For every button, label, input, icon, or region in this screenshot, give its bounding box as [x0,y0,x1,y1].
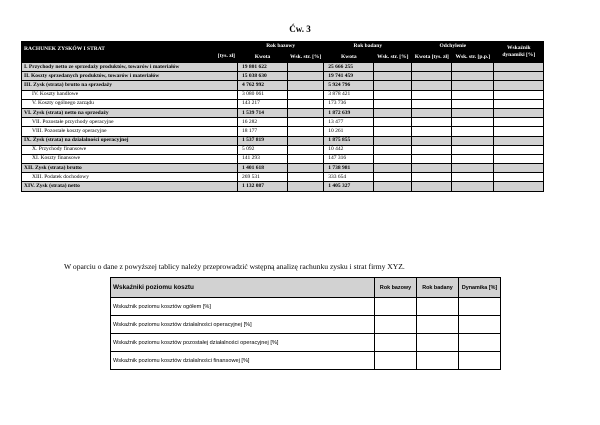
table-row [22,182,544,191]
row-label: II. Koszty sprzedanych produktów, towarów i materiałów [22,72,238,81]
study-year-header: Rok badany [417,278,459,298]
dynamics-index-cell[interactable] [494,136,544,145]
base-structure-cell[interactable] [288,182,324,191]
table-header-row [22,42,544,53]
base-amount-header: Kwota [238,52,288,63]
row-label: XIV. Zysk (strata) netto [22,182,238,191]
base-structure-cell[interactable] [288,81,324,90]
deviation-amount-cell[interactable] [412,173,452,182]
study-structure-cell[interactable] [374,118,412,127]
deviation-amount-cell[interactable] [412,81,452,90]
row-label: VIII. Pozostałe koszty operacyjne [22,127,238,136]
deviation-amount-cell[interactable] [412,63,452,72]
deviation-amount-cell[interactable] [412,164,452,173]
deviation-structure-cell[interactable] [452,127,494,136]
row-label: IV. Koszty handlowe [22,90,238,99]
study-amount-cell: 173 736 [324,99,374,108]
base-structure-cell[interactable] [288,63,324,72]
table-row [22,90,544,99]
base-amount-cell: 1 132 087 [238,182,288,191]
base-structure-cell[interactable] [288,136,324,145]
deviation-structure-cell[interactable] [452,90,494,99]
deviation-amount-cell[interactable] [412,90,452,99]
study-amount-cell: 147 316 [324,154,374,163]
table-row [22,63,544,72]
study-amount-cell: 1 872 639 [324,108,374,117]
deviation-structure-cell[interactable] [452,81,494,90]
dynamics-cell[interactable] [459,316,501,334]
indicators-header: Wskaźniki poziomu kosztu [111,278,375,298]
dynamics-index-cell[interactable] [494,173,544,182]
study-amount-cell: 10 442 [324,145,374,154]
table-row [111,334,501,352]
deviation-header: Odchylenie [412,42,494,53]
deviation-amount-cell[interactable] [412,136,452,145]
statement-title: RACHUNEK ZYSKÓW I STRAT [24,46,105,52]
dynamics-cell[interactable] [459,352,501,370]
dynamics-index-cell[interactable] [494,99,544,108]
row-label: III. Zysk (strata) brutto na sprzedaży [22,81,238,90]
deviation-structure-cell[interactable] [452,108,494,117]
base-amount-cell: 269 531 [238,173,288,182]
base-amount-cell: 141 293 [238,154,288,163]
row-label: X. Przychody finansowe [22,145,238,154]
dynamics-header: Dynamika [%] [459,278,501,298]
row-label: I. Przychody netto ze sprzedaży produktów, towarów i materiałów [22,63,238,72]
study-amount-cell: 10 261 [324,127,374,136]
deviation-structure-cell[interactable] [452,118,494,127]
exercise-title: Ćw. 3 [289,24,311,34]
table-row [22,81,544,90]
study-year-cell[interactable] [417,316,459,334]
study-structure-cell[interactable] [374,145,412,154]
deviation-amount-cell[interactable] [412,127,452,136]
table-row [22,118,544,127]
base-structure-cell[interactable] [288,145,324,154]
row-label: VII. Pozostałe przychody operacyjne [22,118,238,127]
study-amount-cell: 1 875 855 [324,136,374,145]
base-structure-cell[interactable] [288,127,324,136]
base-amount-cell: 4 762 992 [238,81,288,90]
base-year-header: Rok bazowy [238,42,324,53]
study-year-header: Rok badany [324,42,412,53]
study-structure-cell[interactable] [374,182,412,191]
study-structure-cell[interactable] [374,63,412,72]
dynamics-index-cell[interactable] [494,63,544,72]
base-structure-header: Wsk. str. [%] [288,52,324,63]
study-structure-cell[interactable] [374,127,412,136]
deviation-amount-header: Kwota [tys. zł] [412,52,452,63]
study-structure-header: Wsk. str. [%] [374,52,412,63]
dynamics-index-cell[interactable] [494,90,544,99]
table-row [22,164,544,173]
base-amount-cell: 5 092 [238,145,288,154]
table-row [22,99,544,108]
deviation-amount-cell[interactable] [412,145,452,154]
deviation-amount-cell[interactable] [412,99,452,108]
study-structure-cell[interactable] [374,72,412,81]
dynamics-index-cell[interactable] [494,182,544,191]
deviation-structure-cell[interactable] [452,99,494,108]
deviation-structure-cell[interactable] [452,182,494,191]
table-header-row [111,278,501,298]
unit-label: [tys. zł] [217,53,235,59]
table-row [111,298,501,316]
deviation-amount-cell[interactable] [412,108,452,117]
deviation-amount-cell[interactable] [412,118,452,127]
study-amount-cell: 333 654 [324,173,374,182]
base-year-header: Rok bazowy [375,278,417,298]
base-structure-cell[interactable] [288,173,324,182]
base-amount-cell: 143 217 [238,99,288,108]
deviation-amount-cell[interactable] [412,182,452,191]
study-structure-cell[interactable] [374,108,412,117]
study-structure-cell[interactable] [374,173,412,182]
study-amount-cell: 3 878 421 [324,90,374,99]
deviation-structure-cell[interactable] [452,63,494,72]
base-amount-cell: 19 801 622 [238,63,288,72]
indicator-label: Wskaźnik poziomu kosztów pozostałej działalności operacyjnej [%] [111,334,375,352]
table-row [111,352,501,370]
dynamics-cell[interactable] [459,298,501,316]
study-amount-cell: 25 666 255 [324,63,374,72]
base-amount-cell: 1 537 819 [238,136,288,145]
base-year-cell[interactable] [375,352,417,370]
dynamics-index-header: Wskaźnik dynamiki [%] [494,42,544,63]
base-amount-cell: 18 177 [238,127,288,136]
instruction-paragraph: W oparciu o dane z powyższej tablicy należy przeprowadzić wstępną analizę rachunku zysku i strat firmy XYZ. [64,262,405,271]
base-structure-cell[interactable] [288,99,324,108]
dynamics-index-cell[interactable] [494,145,544,154]
dynamics-index-cell[interactable] [494,154,544,163]
study-structure-cell[interactable] [374,99,412,108]
dynamics-index-cell[interactable] [494,164,544,173]
study-structure-cell[interactable] [374,154,412,163]
dynamics-index-cell[interactable] [494,118,544,127]
study-amount-cell: 13 477 [324,118,374,127]
deviation-structure-cell[interactable] [452,173,494,182]
table-row [111,316,501,334]
header-cell [22,42,238,63]
base-structure-cell[interactable] [288,72,324,81]
deviation-structure-cell[interactable] [452,136,494,145]
table-row [22,145,544,154]
base-amount-cell: 16 282 [238,118,288,127]
row-label: XII. Zysk (strata) brutto [22,164,238,173]
row-label: XIII. Podatek dochodowy [22,173,238,182]
base-structure-cell[interactable] [288,164,324,173]
row-label: IX. Zysk (strata) na działalności operacyjnej [22,136,238,145]
base-amount-cell: 15 038 630 [238,72,288,81]
dynamics-index-cell[interactable] [494,81,544,90]
base-amount-cell: 1 401 618 [238,164,288,173]
base-amount-cell: 3 080 061 [238,90,288,99]
base-amount-cell: 1 539 714 [238,108,288,117]
dynamics-index-cell[interactable] [494,127,544,136]
study-amount-cell: 5 924 796 [324,81,374,90]
base-structure-cell[interactable] [288,118,324,127]
study-amount-cell: 19 741 459 [324,72,374,81]
dynamics-index-cell[interactable] [494,108,544,117]
base-structure-cell[interactable] [288,154,324,163]
indicator-label: Wskaźnik poziomu kosztów działalności finansowej [%] [111,352,375,370]
row-label: VI. Zysk (strata) netto na sprzedaży [22,108,238,117]
study-structure-cell[interactable] [374,81,412,90]
deviation-structure-header: Wsk. str. [p.p.] [452,52,494,63]
study-amount-cell: 1 738 981 [324,164,374,173]
deviation-amount-cell[interactable] [412,72,452,81]
table-row [22,136,544,145]
table-row [22,127,544,136]
dynamics-index-cell[interactable] [494,72,544,81]
deviation-structure-cell[interactable] [452,164,494,173]
row-label: V. Koszty ogólnego zarządu [22,99,238,108]
dynamics-cell[interactable] [459,334,501,352]
cost-level-indicators-table [110,277,501,370]
base-year-cell[interactable] [375,316,417,334]
deviation-amount-cell[interactable] [412,154,452,163]
deviation-structure-cell[interactable] [452,145,494,154]
income-statement-table [21,41,544,192]
row-label: XI. Koszty finansowe [22,154,238,163]
base-year-cell[interactable] [375,334,417,352]
indicator-label: Wskaźnik poziomu kosztów ogółem [%] [111,298,375,316]
indicator-label: Wskaźnik poziomu kosztów działalności operacyjnej [%] [111,316,375,334]
table-row [22,154,544,163]
study-year-cell[interactable] [417,334,459,352]
study-amount-header: Kwota [324,52,374,63]
study-structure-cell[interactable] [374,164,412,173]
table-row [22,173,544,182]
table-row [22,72,544,81]
study-year-cell[interactable] [417,352,459,370]
study-structure-cell[interactable] [374,90,412,99]
study-year-cell[interactable] [417,298,459,316]
study-amount-cell: 1 405 327 [324,182,374,191]
study-structure-cell[interactable] [374,136,412,145]
base-year-cell[interactable] [375,298,417,316]
deviation-structure-cell[interactable] [452,154,494,163]
base-structure-cell[interactable] [288,108,324,117]
table-row [22,108,544,117]
deviation-structure-cell[interactable] [452,72,494,81]
base-structure-cell[interactable] [288,90,324,99]
